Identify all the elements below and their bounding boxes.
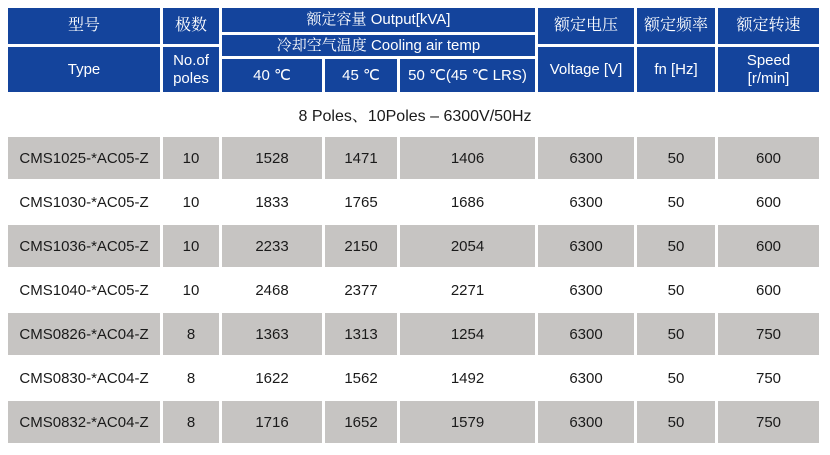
cell-t45: 2150 bbox=[325, 225, 397, 267]
cell-fn: 50 bbox=[637, 401, 715, 443]
cell-fn: 50 bbox=[637, 269, 715, 311]
cell-t50: 1254 bbox=[400, 313, 535, 355]
cell-poles: 8 bbox=[163, 313, 219, 355]
cell-voltage: 6300 bbox=[538, 357, 634, 399]
cell-type: CMS0826-*AC04-Z bbox=[8, 313, 160, 355]
header-poles-en-line1: No.of bbox=[173, 52, 209, 70]
cell-t50: 1492 bbox=[400, 357, 535, 399]
cell-t40: 1716 bbox=[222, 401, 322, 443]
cell-speed: 600 bbox=[718, 181, 819, 223]
header-col-type bbox=[8, 8, 160, 92]
cell-speed: 750 bbox=[718, 401, 819, 443]
header-temp-50: 50 ℃(45 ℃ LRS) bbox=[400, 59, 535, 92]
header-col-voltage bbox=[538, 8, 634, 92]
cell-fn: 50 bbox=[637, 225, 715, 267]
table-header bbox=[8, 8, 822, 92]
table-row bbox=[8, 401, 822, 443]
cell-type: CMS0832-*AC04-Z bbox=[8, 401, 160, 443]
cell-t50: 1406 bbox=[400, 137, 535, 179]
cell-type: CMS0830-*AC04-Z bbox=[8, 357, 160, 399]
header-col-speed bbox=[718, 8, 819, 92]
cell-t40: 1833 bbox=[222, 181, 322, 223]
cell-t45: 1471 bbox=[325, 137, 397, 179]
cell-speed: 750 bbox=[718, 357, 819, 399]
cell-type: CMS1036-*AC05-Z bbox=[8, 225, 160, 267]
section-note: 8 Poles、10Poles – 6300V/50Hz bbox=[298, 108, 532, 125]
cell-speed: 600 bbox=[718, 225, 819, 267]
header-voltage-zh: 额定电压 bbox=[538, 8, 634, 44]
cell-t45: 2377 bbox=[325, 269, 397, 311]
cell-poles: 8 bbox=[163, 357, 219, 399]
cell-t45: 1313 bbox=[325, 313, 397, 355]
cell-fn: 50 bbox=[637, 137, 715, 179]
header-temp-40: 40 ℃ bbox=[222, 59, 322, 92]
cell-voltage: 6300 bbox=[538, 401, 634, 443]
cell-t50: 1579 bbox=[400, 401, 535, 443]
header-frequency-zh: 额定频率 bbox=[637, 8, 715, 44]
cell-t40: 2468 bbox=[222, 269, 322, 311]
cell-voltage: 6300 bbox=[538, 225, 634, 267]
header-output-title: 额定容量 Output[kVA] bbox=[222, 8, 535, 32]
header-cooling-air-temp: 冷却空气温度 Cooling air temp bbox=[222, 35, 535, 56]
header-speed-en-line1: Speed bbox=[746, 52, 791, 70]
cell-voltage: 6300 bbox=[538, 137, 634, 179]
cell-t40: 1363 bbox=[222, 313, 322, 355]
cell-t40: 2233 bbox=[222, 225, 322, 267]
cell-fn: 50 bbox=[637, 313, 715, 355]
header-poles-en bbox=[163, 47, 219, 92]
cell-t45: 1562 bbox=[325, 357, 397, 399]
cell-voltage: 6300 bbox=[538, 313, 634, 355]
cell-poles: 8 bbox=[163, 401, 219, 443]
header-speed-en-line2: [r/min] bbox=[747, 69, 790, 87]
header-frequency-en: fn [Hz] bbox=[637, 47, 715, 92]
header-temp-45: 45 ℃ bbox=[325, 59, 397, 92]
cell-fn: 50 bbox=[637, 357, 715, 399]
cell-t40: 1528 bbox=[222, 137, 322, 179]
table-row bbox=[8, 181, 822, 223]
table-row bbox=[8, 137, 822, 179]
cell-speed: 600 bbox=[718, 137, 819, 179]
table-row bbox=[8, 225, 822, 267]
cell-t50: 2271 bbox=[400, 269, 535, 311]
header-temp-row bbox=[222, 59, 535, 92]
header-poles-zh: 极数 bbox=[163, 8, 219, 44]
cell-poles: 10 bbox=[163, 181, 219, 223]
header-type-zh: 型号 bbox=[8, 8, 160, 44]
header-voltage-en: Voltage [V] bbox=[538, 47, 634, 92]
cell-type: CMS1025-*AC05-Z bbox=[8, 137, 160, 179]
header-col-frequency bbox=[637, 8, 715, 92]
header-speed-zh: 额定转速 bbox=[718, 8, 819, 44]
cell-speed: 600 bbox=[718, 269, 819, 311]
cell-poles: 10 bbox=[163, 225, 219, 267]
cell-t45: 1652 bbox=[325, 401, 397, 443]
cell-t40: 1622 bbox=[222, 357, 322, 399]
table-row bbox=[8, 313, 822, 355]
header-speed-en bbox=[718, 47, 819, 92]
cell-poles: 10 bbox=[163, 269, 219, 311]
cell-t45: 1765 bbox=[325, 181, 397, 223]
table-row bbox=[8, 269, 822, 311]
cell-t50: 2054 bbox=[400, 225, 535, 267]
cell-poles: 10 bbox=[163, 137, 219, 179]
cell-type: CMS1030-*AC05-Z bbox=[8, 181, 160, 223]
cell-t50: 1686 bbox=[400, 181, 535, 223]
table-body bbox=[8, 137, 822, 443]
header-poles-en-line2: poles bbox=[173, 69, 209, 87]
header-col-poles bbox=[163, 8, 219, 92]
header-output-group bbox=[222, 8, 535, 92]
header-type-en: Type bbox=[8, 47, 160, 92]
cell-type: CMS1040-*AC05-Z bbox=[8, 269, 160, 311]
cell-voltage: 6300 bbox=[538, 181, 634, 223]
table-row bbox=[8, 357, 822, 399]
cell-fn: 50 bbox=[637, 181, 715, 223]
cell-speed: 750 bbox=[718, 313, 819, 355]
cell-voltage: 6300 bbox=[538, 269, 634, 311]
